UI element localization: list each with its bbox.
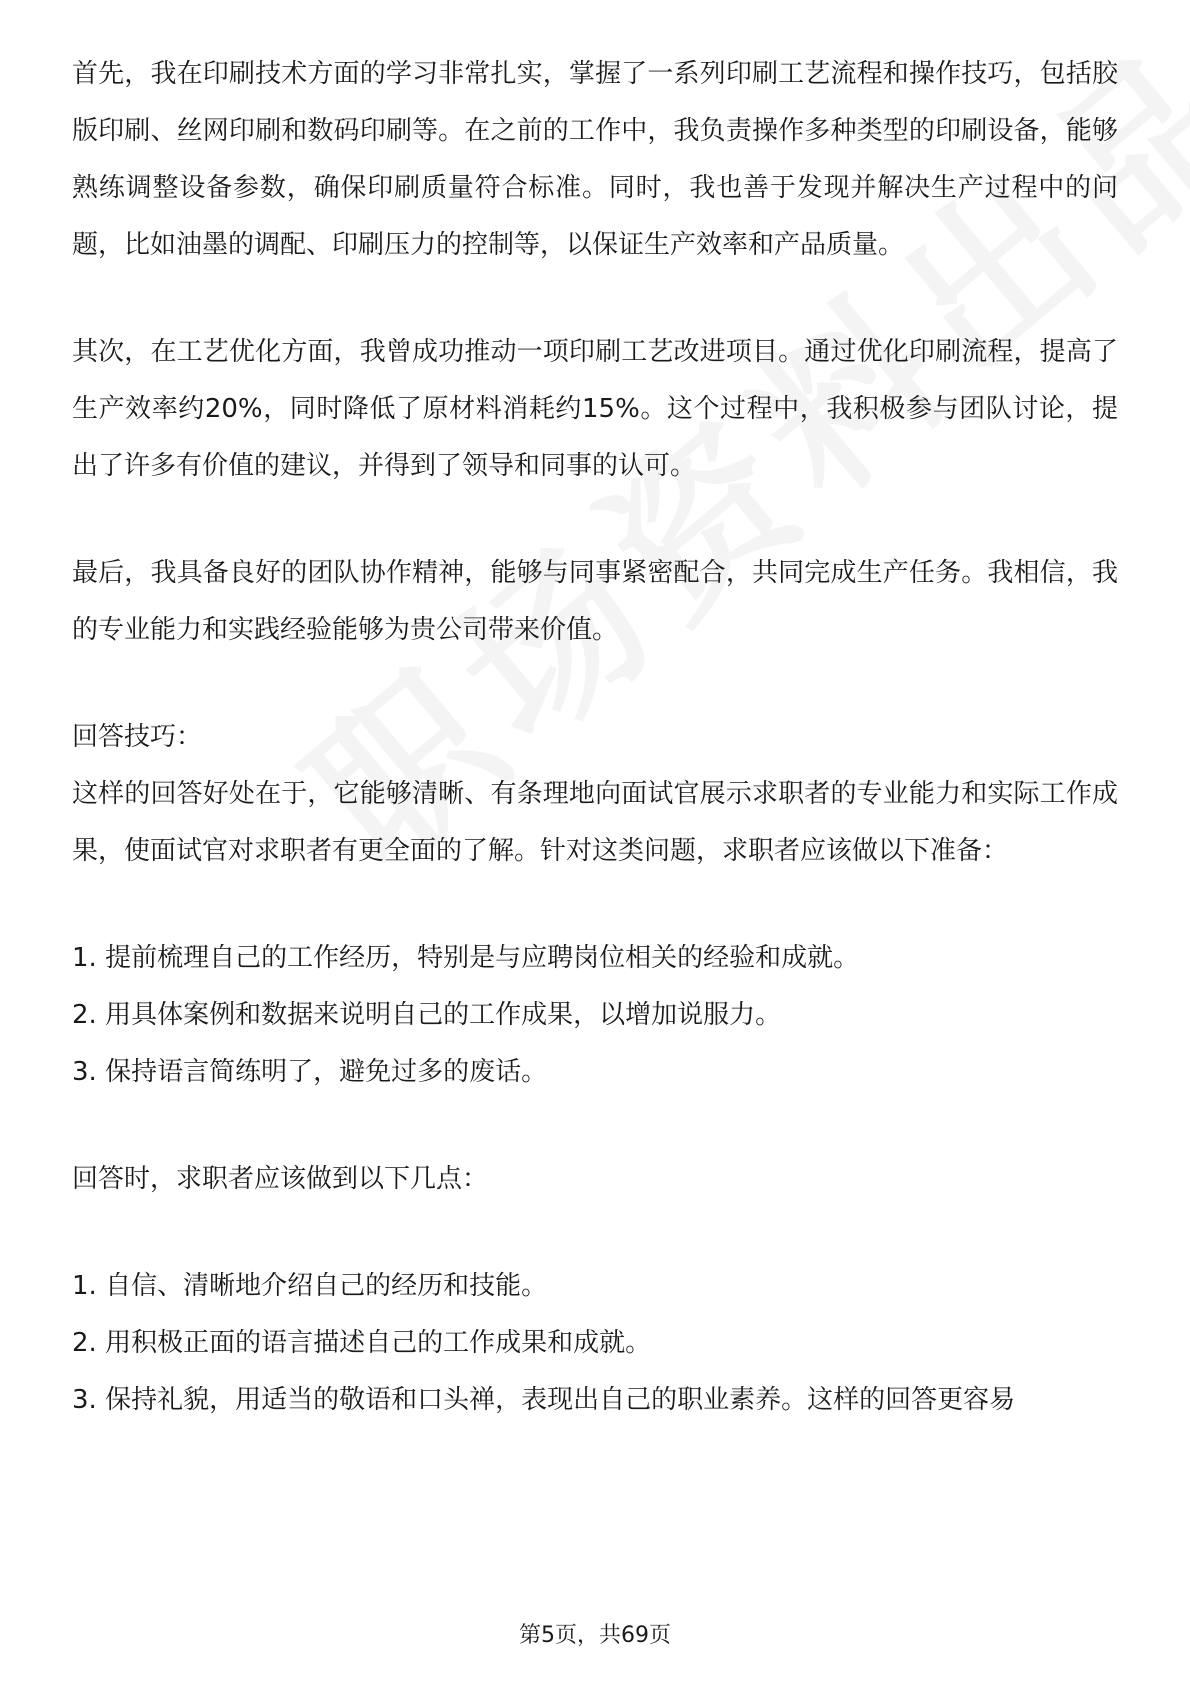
list-item: 1. 自信、清晰地介绍自己的经历和技能。	[72, 1271, 548, 1301]
tips-heading: 回答技巧：	[72, 722, 203, 752]
paragraph-teamwork: 最后，我具备良好的团队协作精神，能够与同事紧密配合，共同完成生产任务。我相信，我的专业能力和实践经验能够为贵公司带来价值。	[72, 558, 1118, 645]
list-item: 3. 保持礼貌，用适当的敬语和口头禅，表现出自己的职业素养。这样的回答更容易	[72, 1385, 1016, 1415]
answer-heading: 回答时，求职者应该做到以下几点：	[72, 1164, 489, 1194]
list-item: 2. 用积极正面的语言描述自己的工作成果和成就。	[72, 1328, 652, 1358]
prep-list	[72, 930, 1118, 1101]
paragraph-printing-skills: 首先，我在印刷技术方面的学习非常扎实，掌握了一系列印刷工艺流程和操作技巧，包括胶版印刷、丝网印刷和数码印刷等。在之前的工作中，我负责操作多种类型的印刷设备，能够熟练调整设备参数，确保印刷质量符合标准。同时，我也善于发现并解决生产过程中的问题，比如油墨的调配、印刷压力的控制等，以保证生产效率和产品质量。	[72, 59, 1118, 260]
paragraph-process-optimization: 其次，在工艺优化方面，我曾成功推动一项印刷工艺改进项目。通过优化印刷流程，提高了生产效率约20%，同时降低了原材料消耗约15%。这个过程中，我积极参与团队讨论，提出了许多有价值的建议，并得到了领导和同事的认可。	[72, 337, 1118, 481]
page-number: 第5页，共69页	[519, 1623, 671, 1648]
list-item: 3. 保持语言简练明了，避免过多的废话。	[72, 1057, 548, 1087]
list-item: 2. 用具体案例和数据来说明自己的工作成果，以增加说服力。	[72, 1000, 782, 1030]
answer-list	[72, 1258, 1118, 1429]
list-item: 1. 提前梳理自己的工作经历，特别是与应聘岗位相关的经验和成就。	[72, 943, 860, 973]
tips-body: 这样的回答好处在于，它能够清晰、有条理地向面试官展示求职者的专业能力和实际工作成果，使面试官对求职者有更全面的了解。针对这类问题，求职者应该做以下准备：	[72, 779, 1118, 866]
document-content	[72, 46, 1118, 1429]
